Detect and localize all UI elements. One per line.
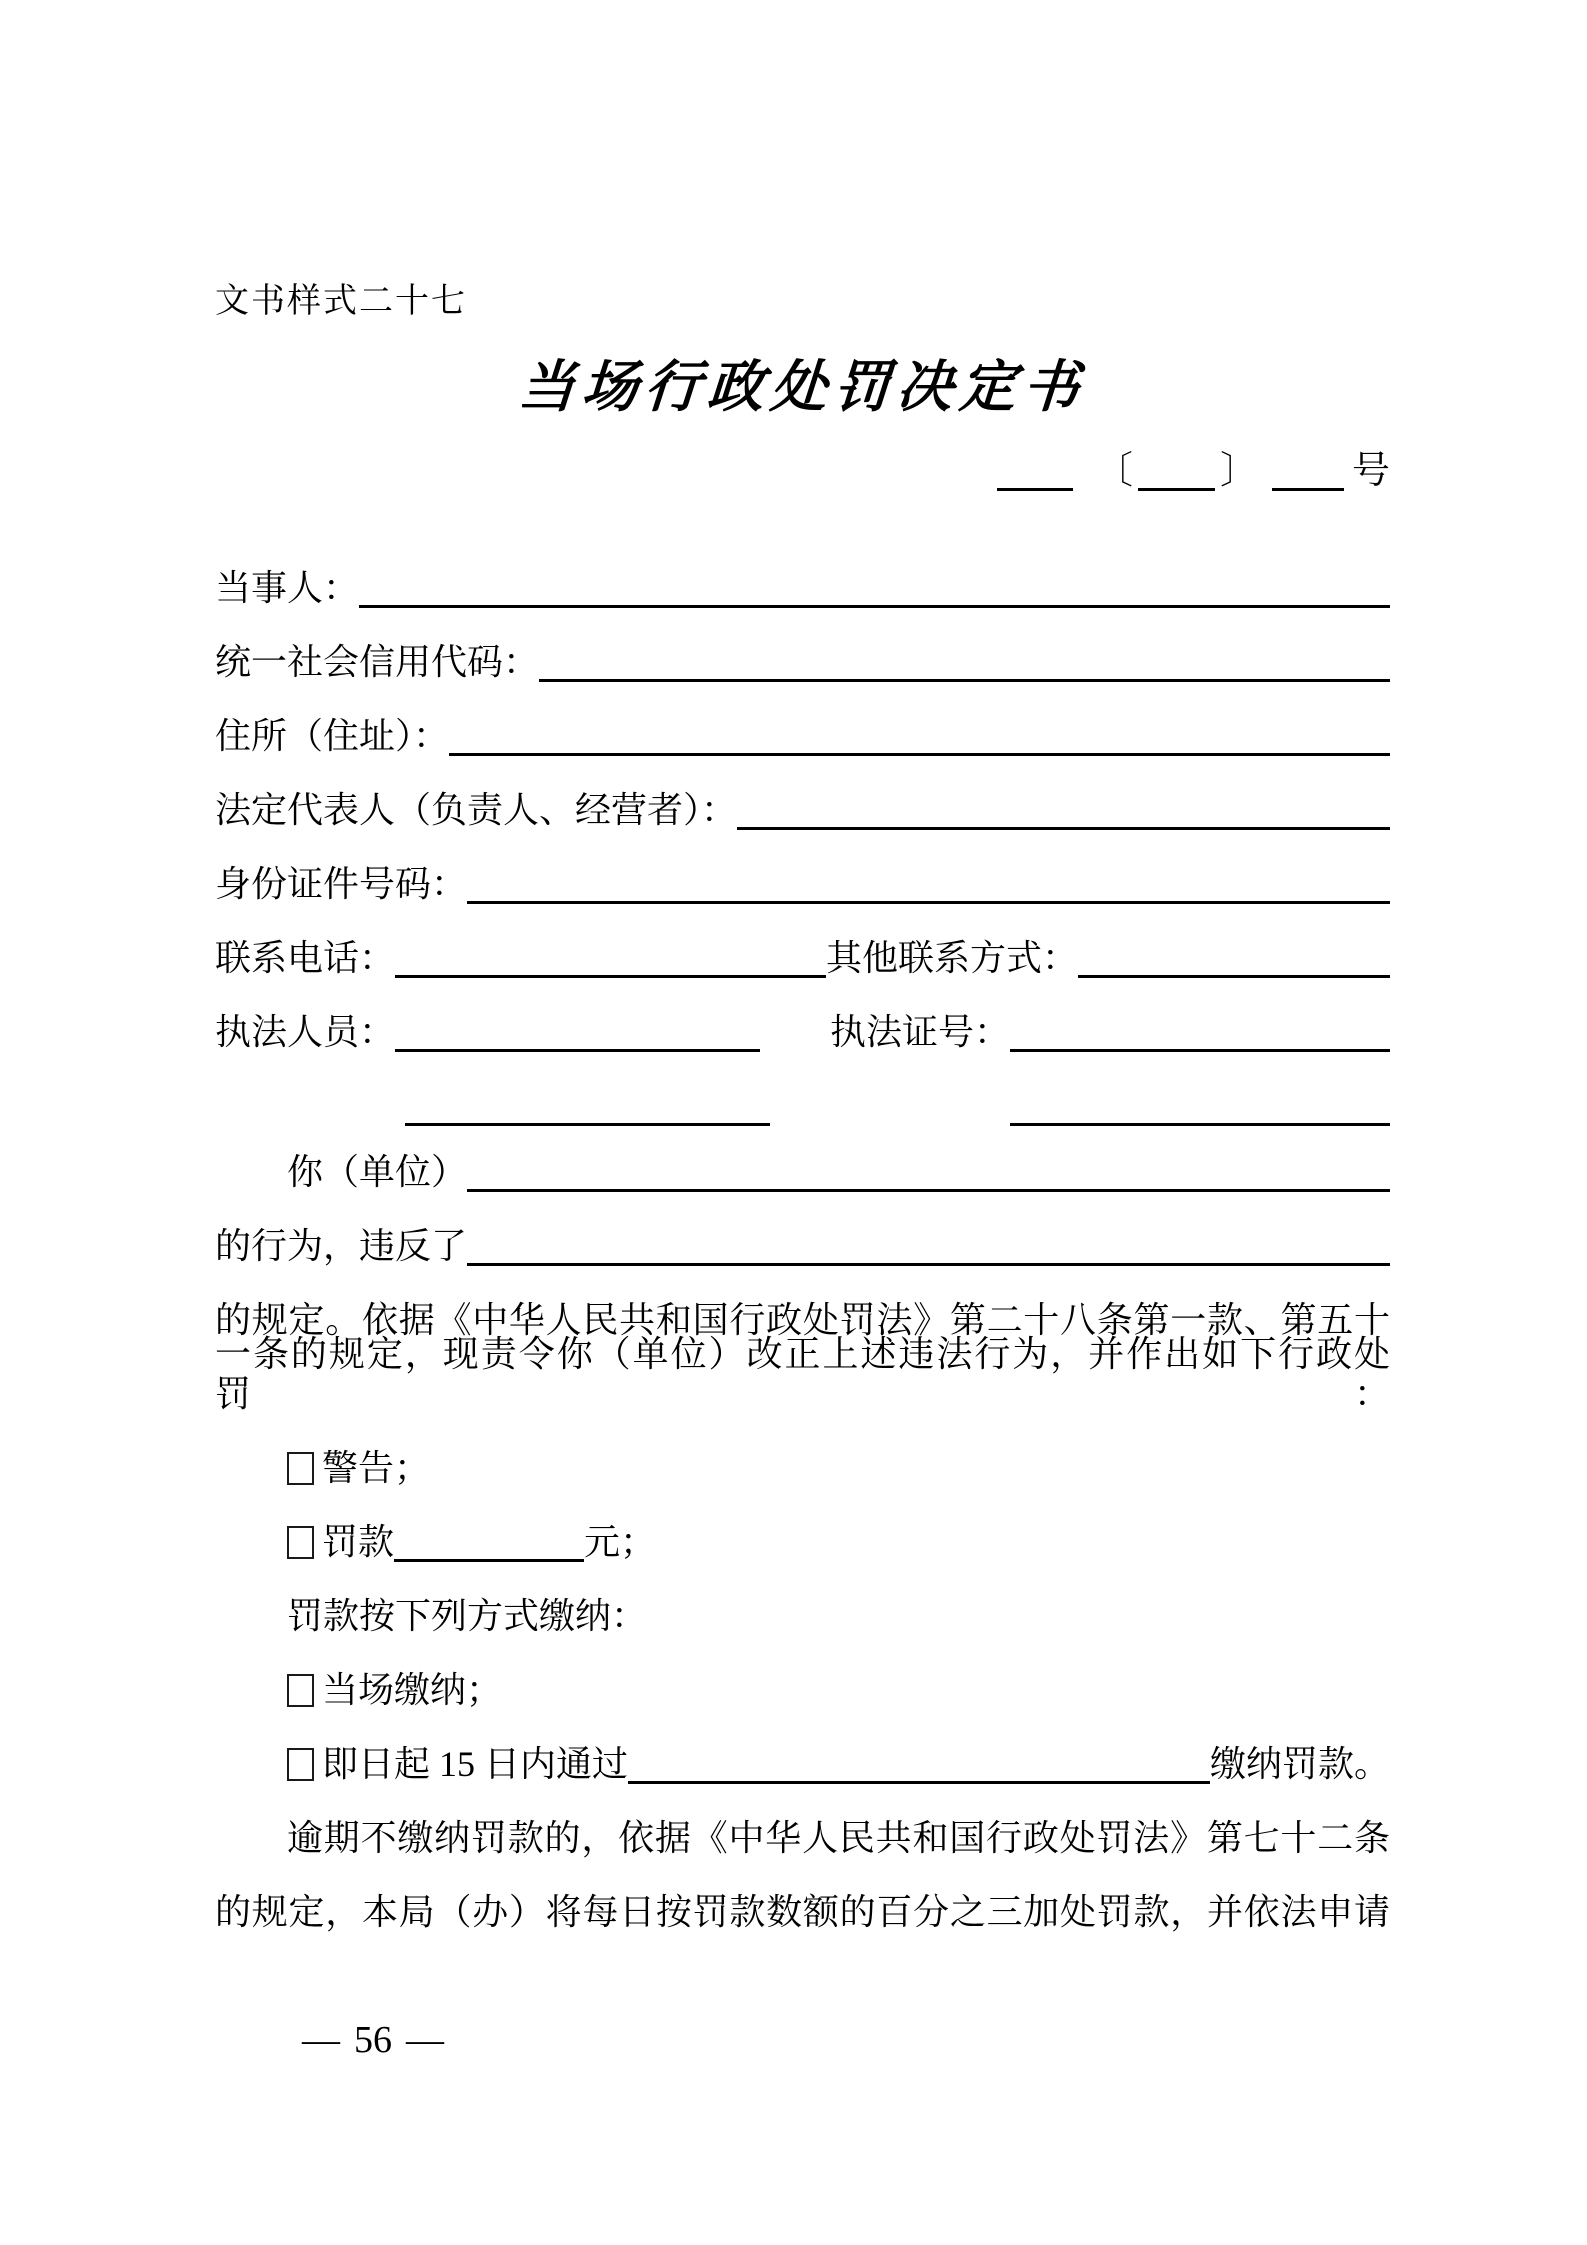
footer-left-dash: — [302, 2019, 340, 2061]
conduct-label: 的行为，违反了 [215, 1226, 468, 1266]
you-unit-label: 你（单位） [287, 1152, 468, 1192]
field-row-contacts [215, 904, 1390, 978]
law-citation-line1: 的规定。依据《中华人民共和国行政处罚法》第二十八条第一款、第五十 [215, 1300, 1390, 1340]
officer-extra-blank-line [405, 1123, 770, 1126]
document-title: 当场行政处罚决定书 [516, 357, 1088, 419]
page-number-footer [288, 2020, 1390, 2060]
option-15days-suffix: 缴纳罚款。 [1209, 1744, 1390, 1784]
doc-number-blank-2 [1138, 488, 1215, 491]
fine-amount-blank-line [394, 1559, 584, 1562]
checkbox-15days-icon [287, 1748, 314, 1781]
option-fine-prefix: 罚款 [322, 1522, 395, 1562]
doc-number-blank-1 [997, 488, 1073, 491]
legal-rep-label: 法定代表人（负责人、经营者）： [215, 790, 738, 830]
field-row-address [215, 682, 1390, 756]
option-fine-suffix: 元； [584, 1522, 657, 1562]
row-law-citation-1 [215, 1266, 1390, 1340]
option-warning-label: 警告； [322, 1448, 431, 1488]
pay-channel-blank-line [628, 1781, 1210, 1784]
phone-blank-line [395, 975, 826, 978]
credit-code-label: 统一社会信用代码： [215, 642, 540, 682]
row-overdue-2 [215, 1858, 1390, 1932]
doc-number-bracket-open: 〔 [1094, 450, 1133, 492]
legal-rep-blank-line [737, 827, 1390, 830]
id-number-label: 身份证件号码： [215, 864, 468, 904]
officer-cert-extra-blank-line [1010, 1123, 1390, 1126]
address-blank-line [449, 753, 1390, 756]
other-contact-blank-line [1078, 975, 1390, 978]
law-citation-line2: 一条的规定，现责令你（单位）改正上述违法行为，并作出如下行政处罚： [215, 1334, 1390, 1414]
row-option-warning [215, 1414, 1390, 1488]
decision-body [215, 1118, 1390, 1932]
title-row [215, 343, 1390, 419]
conduct-blank-line [467, 1263, 1390, 1266]
row-overdue-1 [215, 1784, 1390, 1858]
overdue-line1: 逾期不缴纳罚款的，依据《中华人民共和国行政处罚法》第七十二条 [287, 1818, 1390, 1858]
field-row-party [215, 534, 1390, 608]
overdue-line2: 的规定，本局（办）将每日按罚款数额的百分之三加处罚款，并依法申请 [215, 1892, 1390, 1932]
officer-label: 执法人员： [215, 1012, 396, 1052]
pay-intro-label: 罚款按下列方式缴纳： [287, 1596, 648, 1636]
row-option-onsite [215, 1636, 1390, 1710]
id-number-blank-line [467, 901, 1390, 904]
field-row-officer [215, 978, 1390, 1052]
field-row-legal-rep [215, 756, 1390, 830]
field-row-id-number [215, 830, 1390, 904]
field-row-officer-extra [215, 1052, 1390, 1126]
field-row-credit-code [215, 608, 1390, 682]
you-unit-blank-line [467, 1189, 1390, 1192]
option-15days-prefix: 即日起 15 日内通过 [322, 1744, 629, 1784]
officer-cert-label: 执法证号： [829, 1012, 1010, 1052]
other-contact-label: 其他联系方式： [825, 938, 1078, 978]
row-you-unit [215, 1118, 1390, 1192]
address-label: 住所（住址）： [215, 716, 450, 756]
row-conduct [215, 1192, 1390, 1266]
officer-blank-line [395, 1049, 760, 1052]
doc-number-suffix: 号 [1351, 450, 1390, 492]
checkbox-onsite-icon [287, 1674, 314, 1707]
page-number: 56 [354, 2019, 392, 2061]
doc-number-bracket-close: 〕 [1219, 450, 1258, 492]
credit-code-blank-line [539, 679, 1390, 682]
row-option-15days [215, 1710, 1390, 1784]
footer-right-dash: — [406, 2019, 444, 2061]
row-pay-intro [215, 1562, 1390, 1636]
party-blank-line [359, 605, 1390, 608]
checkbox-warning-icon [287, 1452, 314, 1485]
row-option-fine [215, 1488, 1390, 1562]
party-label: 当事人： [215, 568, 360, 608]
checkbox-fine-icon [287, 1526, 314, 1559]
doc-number-line [215, 449, 1390, 491]
option-onsite-label: 当场缴纳； [322, 1670, 503, 1710]
officer-cert-blank-line [1010, 1049, 1390, 1052]
row-law-citation-2 [215, 1334, 1390, 1414]
phone-label: 联系电话： [215, 938, 396, 978]
doc-style-label: 文书样式二十七 [215, 283, 467, 320]
doc-number-blank-3 [1272, 488, 1344, 491]
fields-block [215, 534, 1390, 1126]
